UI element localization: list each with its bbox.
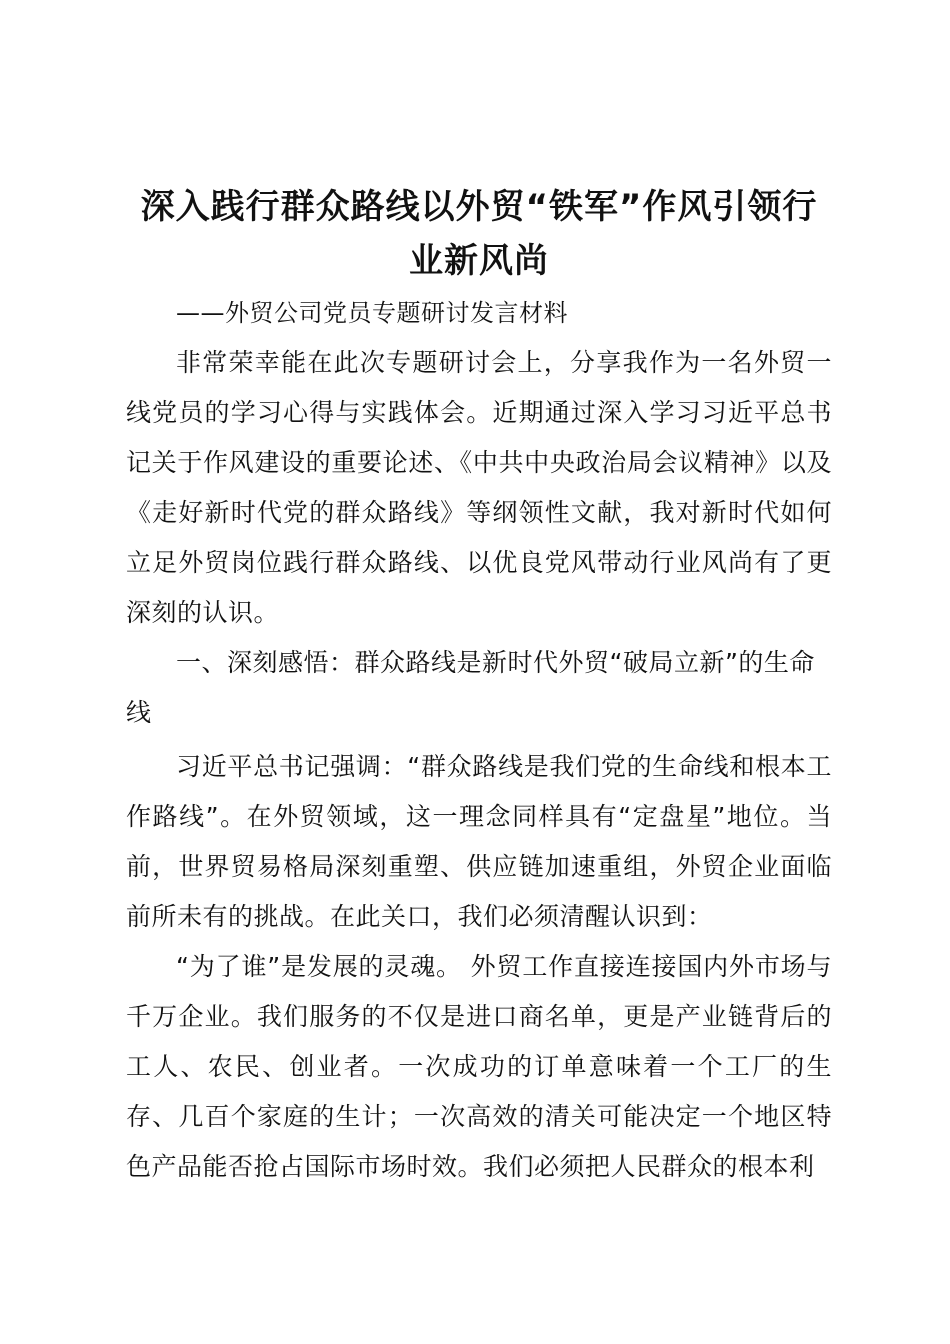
document-body xyxy=(126,180,832,1192)
paragraph-body-2: “为了谁”是发展的灵魂。 外贸工作直接连接国内外市场与千万企业。我们服务的不仅是进口商名单，更是产业链背后的工人、农民、创业者。一次成功的订单意味着一个工厂的生存、几百个家庭的生计；一次高效的清关可能决定一个地区特色产品能否抢占国际市场时效。我们必须把人民群众的根本利 xyxy=(126,952,832,1181)
paragraph-body-1: 习近平总书记强调：“群众路线是我们党的生命线和根本工作路线”。在外贸领域，这一理念同样具有“定盘星”地位。当前，世界贸易格局深刻重塑、供应链加速重组，外贸企业面临前所未有的挑战。在此关口，我们必须清醒认识到： xyxy=(126,752,832,931)
document-title: 深入践行群众路线以外贸“铁军”作风引领行业新风尚 xyxy=(140,187,818,281)
paragraph-intro: 非常荣幸能在此次专题研讨会上，分享我作为一名外贸一线党员的学习心得与实践体会。近期通过深入学习习近平总书记关于作风建设的重要论述、《中共中央政治局会议精神》以及《走好新时代党的群众路线》等纲领性文献，我对新时代如何立足外贸岗位践行群众路线、以优良党风带动行业风尚有了更深刻的认识。 xyxy=(126,348,832,627)
document-subtitle: ——外贸公司党员专题研讨发言材料 xyxy=(176,299,568,327)
section-heading-1: 一、深刻感悟：群众路线是新时代外贸“破局立新”的生命线 xyxy=(126,648,815,727)
